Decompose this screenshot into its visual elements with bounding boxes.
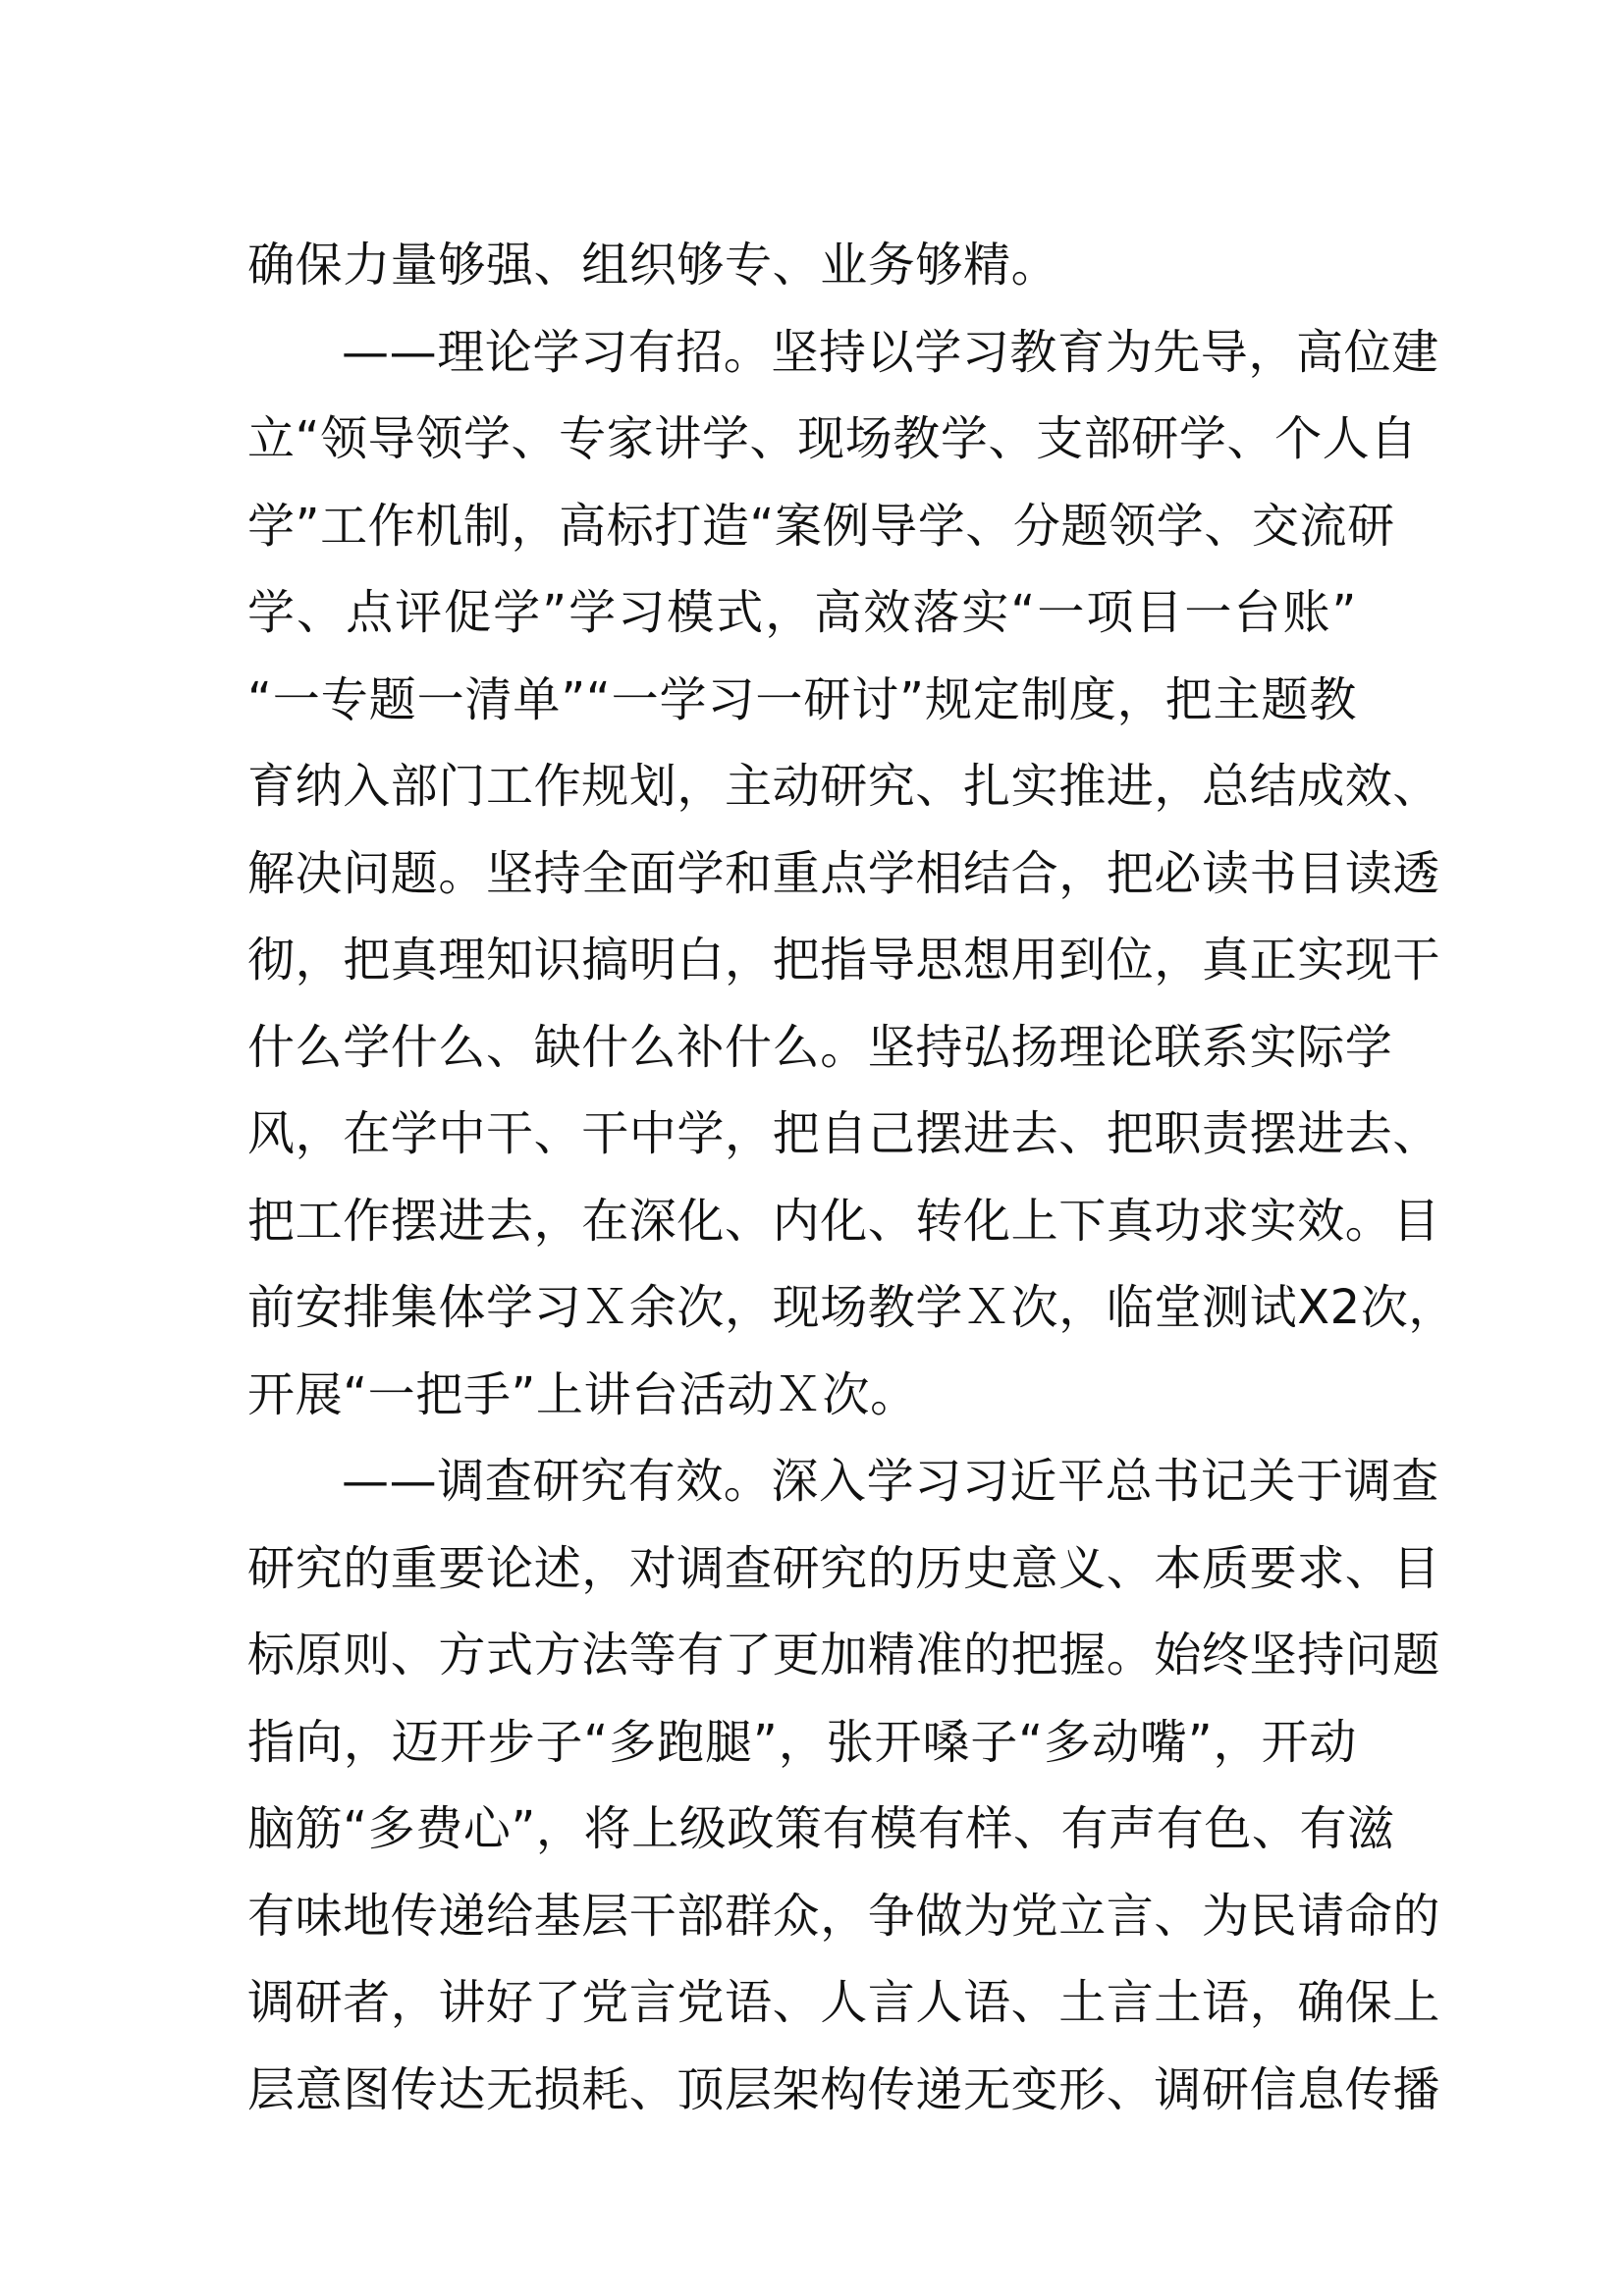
text-line: 标原则、方式方法等有了更加精准的把握。始终坚持问题 (247, 1628, 1441, 1682)
text-line: 解决问题。坚持全面学和重点学相结合，把必读书目读透 (247, 845, 1441, 901)
text-line: 研究的重要论述，对调查研究的历史意义、本质要求、目 (247, 1540, 1441, 1596)
text-line: 彻，把真理知识搞明白，把指导思想用到位，真正实现干 (247, 933, 1441, 988)
text-line: 层意图传达无损耗、顶层架构传递无变形、调研信息传播 (247, 2061, 1441, 2117)
text-line: ——理论学习有招。坚持以学习教育为先导，高位建 (342, 324, 1439, 380)
document-body (247, 222, 1457, 2133)
text-line: 开展“一把手”上讲台活动Ｘ次。 (247, 1366, 918, 1422)
text-line: 育纳入部门工作规划，主动研究、扎实推进，总结成效、 (247, 759, 1441, 814)
text-line: 有味地传递给基层干部群众，争做为党立言、为民请命的 (247, 1888, 1441, 1944)
text-line: 什么学什么、缺什么补什么。坚持弘扬理论联系实际学 (247, 1019, 1393, 1075)
text-line: 确保力量够强、组织够专、业务够精。 (247, 238, 1059, 293)
text-line: 学”工作机制，高标打造“案例导学、分题领学、交流研 (247, 498, 1395, 554)
text-line: 把工作摆进去，在深化、内化、转化上下真功求实效。目 (247, 1193, 1441, 1249)
text-line: 指向，迈开步子“多跑腿”，张开嗓子“多动嘴”，开动 (247, 1714, 1357, 1770)
paragraph-theory-study (247, 309, 1457, 1439)
paragraph-continuation (247, 222, 1357, 309)
text-line: ——调查研究有效。深入学习习近平总书记关于调查 (342, 1454, 1439, 1509)
text-line: 调研者，讲好了党言党语、人言人语、土言土语，确保上 (247, 1975, 1441, 2030)
text-line: “一专题一清单”“一学习一研讨”规定制度，把主题教 (247, 671, 1357, 727)
text-line: 学、点评促学”学习模式，高效落实“一项目一台账” (247, 585, 1357, 640)
text-line: 脑筋“多费心”，将上级政策有模有样、有声有色、有滋 (247, 1801, 1395, 1856)
paragraph-investigation-research (247, 1438, 1441, 2133)
text-line: 立“领导领学、专家讲学、现场教学、支部研学、个人自 (247, 411, 1418, 466)
text-line: 前安排集体学习Ｘ余次，现场教学Ｘ次，临堂测试X2次， (247, 1280, 1457, 1335)
text-line: 风，在学中干、干中学，把自己摆进去、把职责摆进去、 (247, 1106, 1441, 1161)
